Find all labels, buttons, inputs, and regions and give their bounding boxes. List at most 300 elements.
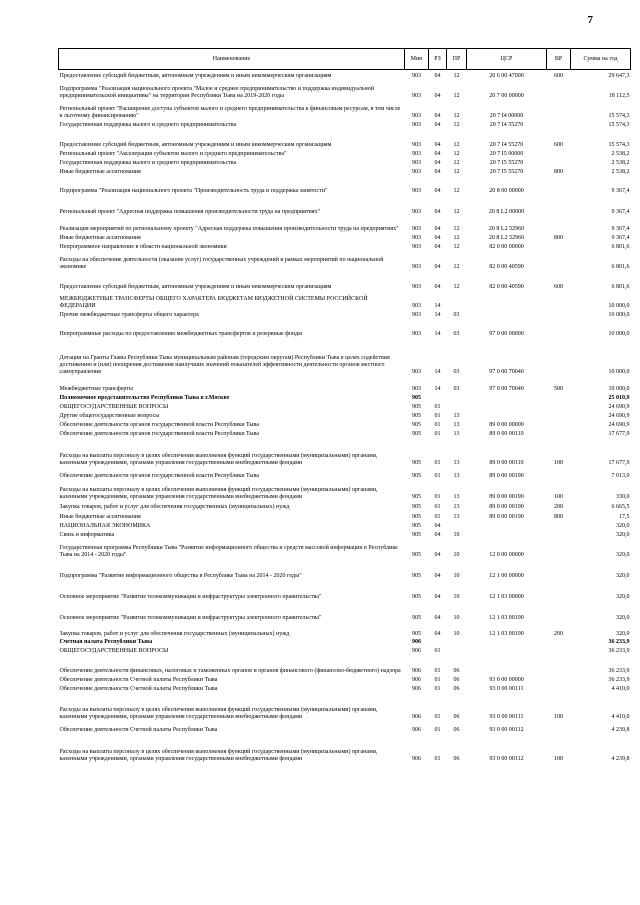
- cell-sum: 9 367,4: [611, 187, 630, 194]
- cell-min: 903: [412, 283, 421, 290]
- cell-csr: 20 7 I4 00000: [489, 112, 524, 119]
- cell-min: 905: [412, 459, 421, 466]
- cell-min: 903: [412, 168, 421, 175]
- cell-csr: 12 1 00 00000: [489, 572, 524, 579]
- cell-rz: 01: [434, 430, 441, 437]
- cell-rz: [429, 393, 447, 402]
- cell-min: 905: [412, 572, 421, 579]
- cell-min: 905: [412, 513, 421, 520]
- cell-rz: 04: [434, 92, 441, 99]
- cell-min: 903: [412, 112, 421, 119]
- cell-vr: [547, 319, 571, 338]
- cell-rz: 04: [434, 72, 441, 79]
- cell-rz: 04: [434, 263, 441, 270]
- cell-pr: [447, 521, 467, 530]
- cell-min: 903: [412, 92, 421, 99]
- cell-name: Прочие межбюджетные трансферты общего характера: [59, 311, 199, 318]
- table-row: [59, 291, 631, 310]
- cell-name: Связь и информатика: [59, 531, 115, 538]
- table-row: [59, 601, 631, 622]
- cell-csr: 89 0 00 00110: [489, 430, 524, 437]
- cell-vr: 200: [554, 630, 563, 637]
- cell-vr: [547, 467, 571, 480]
- cell-vr: [547, 176, 571, 195]
- cell-vr: [547, 721, 571, 734]
- cell-min: 903: [412, 208, 421, 215]
- cell-pr: 06: [453, 755, 460, 762]
- cell-rz: 04: [434, 159, 441, 166]
- cell-min: 906: [412, 713, 421, 720]
- cell-name: Основное мероприятие "Развитие телекоммуникации и инфраструктуры электронного правительства": [59, 593, 322, 600]
- cell-sum: 36 233,9: [608, 667, 630, 674]
- cell-sum: 2 538,2: [611, 168, 630, 175]
- cell-vr: [547, 100, 571, 120]
- cell-min: 903: [412, 234, 421, 241]
- cell-rz: 01: [434, 503, 441, 510]
- cell-rz: 04: [434, 168, 441, 175]
- cell-rz: 04: [434, 572, 441, 579]
- cell-csr: 12 0 00 00000: [489, 551, 524, 558]
- cell-rz: 01: [434, 685, 441, 692]
- cell-pr: 12: [453, 150, 460, 157]
- cell-min: 903: [412, 311, 421, 318]
- cell-rz: 14: [434, 302, 441, 309]
- table-row: [59, 271, 631, 291]
- table-row: [59, 539, 631, 559]
- cell-min: 906: [412, 726, 421, 733]
- cell-csr: 82 0 00 40590: [489, 283, 524, 290]
- cell-name: Реализация мероприятий по региональному проекту "Адресная поддержка повышения производительности труда на предприятиях": [59, 225, 399, 232]
- cell-name: Основное мероприятие "Развитие телекоммуникации и инфраструктуры электронного правительства": [59, 614, 322, 621]
- cell-csr: [467, 310, 547, 319]
- cell-name: Государственная поддержка малого и среднего предпринимательства: [59, 121, 237, 128]
- cell-rz: 01: [434, 647, 441, 654]
- table-row: [59, 684, 631, 693]
- cell-sum: 10 000,0: [608, 311, 630, 318]
- cell-name: Предоставление субсидий бюджетным, автономным учреждениям и иным некоммерческим организациям: [59, 283, 332, 290]
- cell-rz: [429, 638, 447, 646]
- cell-min: 903: [412, 121, 421, 128]
- table-header: [59, 49, 631, 70]
- cell-vr: [547, 195, 571, 216]
- cell-pr: [447, 402, 467, 411]
- table-row: [59, 242, 631, 251]
- cell-sum: 10 000,0: [608, 302, 630, 309]
- cell-csr: 12 1 03 00000: [489, 593, 524, 600]
- table-row: [59, 233, 631, 242]
- cell-vr: [547, 530, 571, 539]
- cell-vr: [547, 559, 571, 580]
- cell-name: ОБЩЕГОСУДАРСТВЕННЫЕ ВОПРОСЫ: [59, 403, 169, 410]
- cell-name: Обеспечение деятельности Счетной палаты Республики Тыва: [59, 676, 218, 683]
- cell-csr: 12 1 03 00190: [489, 630, 524, 637]
- cell-sum: 6 801,6: [611, 243, 630, 250]
- cell-name: Полномочное представительство Республики Тыва в г.Москве: [59, 394, 230, 401]
- table-row: [59, 638, 631, 646]
- cell-sum: 320,0: [616, 593, 630, 600]
- header-name: Наименование: [59, 49, 405, 70]
- cell-sum: 24 690,9: [608, 412, 630, 419]
- cell-name: Предоставление субсидий бюджетным, автономным учреждениям и иным некоммерческим организациям: [59, 141, 332, 148]
- table-row: [59, 559, 631, 580]
- cell-name: Предоставление субсидий бюджетным, автономным учреждениям и иным некоммерческим организациям: [59, 72, 332, 79]
- cell-name: Закупка товаров, работ и услуг для обеспечения государственных (муниципальных) нужд: [59, 503, 290, 510]
- cell-vr: [547, 120, 571, 129]
- cell-min: 903: [412, 225, 421, 232]
- cell-csr: 82 0 00 40590: [489, 263, 524, 270]
- cell-pr: [447, 393, 467, 402]
- cell-pr: 12: [453, 283, 460, 290]
- cell-pr: 12: [453, 208, 460, 215]
- cell-sum: 7 013,0: [611, 472, 630, 479]
- table-row: [59, 120, 631, 129]
- cell-pr: 12: [453, 121, 460, 128]
- cell-csr: 89 0 00 00190: [489, 513, 524, 520]
- table-row: [59, 480, 631, 501]
- cell-rz: 04: [434, 531, 441, 538]
- cell-name: Региональный проект "Акселерация субъектов малого и среднего предпринимательства": [59, 150, 287, 157]
- cell-vr: [547, 393, 571, 402]
- cell-min: 903: [412, 263, 421, 270]
- cell-min: 903: [412, 141, 421, 148]
- cell-pr: 06: [453, 713, 460, 720]
- cell-vr: [547, 242, 571, 251]
- cell-name: Непрограммные расходы по предоставлению межбюджетных трансфертов и резервные фонды: [59, 330, 303, 337]
- cell-csr: 89 0 00 00110: [489, 459, 524, 466]
- cell-name: Обеспечение деятельности органов государственной власти Республики Тыва: [59, 472, 259, 479]
- budget-table-sheet: [58, 48, 630, 763]
- cell-vr: [547, 521, 571, 530]
- cell-sum: 4 239,8: [611, 726, 630, 733]
- cell-pr: 12: [453, 225, 460, 232]
- cell-pr: 12: [453, 187, 460, 194]
- cell-vr: [547, 411, 571, 420]
- cell-csr: 89 0 00 00190: [489, 472, 524, 479]
- cell-csr: [467, 530, 547, 539]
- cell-rz: 04: [434, 141, 441, 148]
- cell-rz: 01: [434, 713, 441, 720]
- cell-pr: 12: [453, 243, 460, 250]
- cell-min: 903: [412, 159, 421, 166]
- cell-csr: 93 0 00 00000: [489, 676, 524, 683]
- cell-min: 906: [412, 676, 421, 683]
- cell-min: 905: [412, 503, 421, 510]
- cell-rz: 01: [434, 667, 441, 674]
- cell-name: Обеспечение деятельности финансовых, налоговых и таможенных органов и органов финансового (финансово-бюджетного) надзора: [59, 667, 401, 674]
- cell-pr: 12: [453, 168, 460, 175]
- cell-csr: 93 0 00 00112: [489, 755, 524, 762]
- cell-sum: 9 367,4: [611, 208, 630, 215]
- cell-csr: 20 8 L2 52960: [488, 225, 525, 232]
- cell-pr: 10: [453, 551, 460, 558]
- cell-vr: 600: [554, 283, 563, 290]
- cell-rz: 04: [434, 234, 441, 241]
- cell-min: 905: [412, 472, 421, 479]
- cell-vr: 800: [554, 168, 563, 175]
- cell-vr: [547, 638, 571, 646]
- table-row: [59, 376, 631, 393]
- cell-sum: 17,5: [619, 513, 630, 520]
- cell-vr: [547, 429, 571, 438]
- cell-csr: [467, 402, 547, 411]
- cell-name: Государственная поддержка малого и среднего предпринимательства: [59, 159, 237, 166]
- table-row: [59, 176, 631, 195]
- cell-pr: 03: [453, 385, 460, 392]
- cell-pr: 10: [453, 531, 460, 538]
- table-row: [59, 402, 631, 411]
- cell-rz: 04: [434, 551, 441, 558]
- table-row: [59, 310, 631, 319]
- cell-csr: 97 0 00 00000: [489, 330, 524, 337]
- cell-name: Обеспечение деятельности Счетной палаты Республики Тыва: [59, 726, 218, 733]
- cell-vr: 100: [554, 755, 563, 762]
- cell-rz: 04: [434, 522, 441, 529]
- cell-min: 905: [412, 614, 421, 621]
- cell-vr: [547, 338, 571, 376]
- cell-pr: 06: [453, 676, 460, 683]
- cell-sum: 15 574,3: [608, 141, 630, 148]
- cell-rz: 14: [434, 385, 441, 392]
- cell-sum: 10 000,0: [608, 368, 630, 375]
- table-row: [59, 580, 631, 601]
- cell-rz: 01: [434, 676, 441, 683]
- cell-sum: 6 801,6: [611, 263, 630, 270]
- cell-name: МЕЖБЮДЖЕТНЫЕ ТРАНСФЕРТЫ ОБЩЕГО ХАРАКТЕРА БЮДЖЕТАМ БЮДЖЕТНОЙ СИСТЕМЫ РОССИЙСКОЙ ФЕДЕРАЦИИ: [59, 295, 368, 309]
- cell-csr: 20 7 I4 55270: [489, 141, 524, 148]
- cell-min: 903: [412, 150, 421, 157]
- cell-pr: 06: [453, 685, 460, 692]
- cell-csr: 93 0 00 00111: [489, 713, 524, 720]
- cell-pr: [447, 638, 467, 646]
- cell-min: 905: [412, 551, 421, 558]
- table-row: [59, 655, 631, 675]
- cell-pr: 13: [453, 459, 460, 466]
- cell-name: Иные бюджетные ассигнования: [59, 168, 141, 175]
- cell-csr: 20 7 I5 55270: [489, 159, 524, 166]
- cell-pr: 12: [453, 263, 460, 270]
- cell-rz: 04: [434, 121, 441, 128]
- cell-min: 903: [412, 72, 421, 79]
- cell-csr: 89 0 00 00190: [489, 493, 524, 500]
- cell-min: 905: [412, 630, 421, 637]
- cell-sum: 10 000,0: [608, 330, 630, 337]
- table-row: [59, 251, 631, 271]
- cell-vr: [547, 402, 571, 411]
- cell-vr: [547, 601, 571, 622]
- cell-csr: [467, 411, 547, 420]
- cell-pr: 13: [453, 472, 460, 479]
- cell-min: 906: [412, 638, 421, 645]
- cell-csr: 20 7 I4 55270: [489, 121, 524, 128]
- cell-vr: [547, 216, 571, 233]
- table-row: [59, 100, 631, 120]
- cell-csr: 97 0 00 70040: [489, 385, 524, 392]
- cell-rz: 01: [434, 459, 441, 466]
- cell-rz: 01: [434, 513, 441, 520]
- table-row: [59, 429, 631, 438]
- header-sum: Сумма на год: [571, 49, 631, 70]
- cell-rz: 04: [434, 112, 441, 119]
- table-row: [59, 693, 631, 721]
- cell-vr: [547, 675, 571, 684]
- cell-sum: 36 233,9: [608, 676, 630, 683]
- cell-min: 905: [412, 412, 421, 419]
- cell-pr: 13: [453, 412, 460, 419]
- cell-vr: [547, 158, 571, 167]
- cell-pr: 10: [453, 593, 460, 600]
- cell-csr: 20 6 00 47000: [489, 72, 524, 79]
- cell-vr: [547, 310, 571, 319]
- cell-csr: 20 8 L2 00000: [488, 208, 525, 215]
- cell-vr: [547, 655, 571, 675]
- table-row: [59, 467, 631, 480]
- cell-pr: 13: [453, 421, 460, 428]
- cell-sum: 17 677,9: [608, 430, 630, 437]
- cell-name: Другие общегосударственные вопросы: [59, 412, 160, 419]
- cell-pr: 10: [453, 572, 460, 579]
- cell-pr: [447, 646, 467, 655]
- cell-rz: 01: [434, 726, 441, 733]
- cell-min: 903: [412, 368, 421, 375]
- cell-csr: 82 0 00 00000: [489, 243, 524, 250]
- cell-csr: 93 0 00 00112: [489, 726, 524, 733]
- cell-sum: 2 538,2: [611, 150, 630, 157]
- cell-csr: 20 7 I5 55270: [489, 168, 524, 175]
- cell-sum: 320,0: [616, 572, 630, 579]
- cell-sum: 17 677,9: [608, 459, 630, 466]
- cell-min: 906: [412, 647, 421, 654]
- cell-sum: 15 574,3: [608, 112, 630, 119]
- cell-sum: 320,0: [616, 531, 630, 538]
- cell-name: Обеспечение деятельности органов государственной власти Республики Тыва: [59, 430, 259, 437]
- cell-vr: [547, 646, 571, 655]
- cell-rz: 04: [434, 593, 441, 600]
- cell-pr: 13: [453, 493, 460, 500]
- cell-rz: 04: [434, 630, 441, 637]
- table-row: [59, 420, 631, 429]
- cell-name: Подпрограмма "Реализация национального проекта "Производительность труда и поддержка занятости": [59, 187, 328, 194]
- cell-min: 906: [412, 667, 421, 674]
- table-row: [59, 675, 631, 684]
- cell-sum: 25 010,9: [608, 394, 630, 401]
- cell-rz: 01: [434, 472, 441, 479]
- cell-rz: 01: [434, 403, 441, 410]
- cell-vr: [547, 684, 571, 693]
- cell-min: 905: [412, 403, 421, 410]
- cell-csr: [467, 655, 547, 675]
- cell-csr: 12 1 03 00190: [489, 614, 524, 621]
- header-csr: ЦСР: [467, 49, 547, 70]
- cell-min: 905: [412, 593, 421, 600]
- cell-name: Закупка товаров, работ и услуг для обеспечения государственных (муниципальных) нужд: [59, 630, 290, 637]
- table-row: [59, 501, 631, 511]
- table-row: [59, 521, 631, 530]
- cell-rz: 04: [434, 187, 441, 194]
- cell-sum: 4 239,8: [611, 755, 630, 762]
- cell-min: 905: [412, 493, 421, 500]
- cell-name: Расходы на выплаты персоналу в целях обеспечения выполнения функций государственными (муниципальными) органами, казенными учреждениями, органами управления государственными внебюджетными фондами: [59, 748, 378, 762]
- table-row: [59, 721, 631, 734]
- cell-sum: 320,0: [616, 630, 630, 637]
- cell-vr: [547, 80, 571, 100]
- cell-vr: 800: [554, 513, 563, 520]
- cell-rz: 04: [434, 614, 441, 621]
- cell-pr: 12: [453, 92, 460, 99]
- cell-pr: 12: [453, 159, 460, 166]
- cell-sum: 320,0: [616, 551, 630, 558]
- cell-pr: 12: [453, 234, 460, 241]
- cell-name: Подпрограмма "Развитие информационного общества в Республике Тыва на 2014 - 2020 годы": [59, 572, 302, 579]
- cell-vr: [547, 420, 571, 429]
- cell-csr: [467, 646, 547, 655]
- cell-rz: 04: [434, 208, 441, 215]
- budget-table: [58, 48, 631, 763]
- cell-vr: [547, 149, 571, 158]
- cell-name: Иные бюджетные ассигнования: [59, 234, 141, 241]
- cell-sum: 36 233,9: [608, 647, 630, 654]
- cell-pr: 13: [453, 430, 460, 437]
- cell-csr: 20 7 I5 00000: [489, 150, 524, 157]
- cell-rz: 01: [434, 493, 441, 500]
- table-row: [59, 70, 631, 80]
- cell-sum: 24 690,9: [608, 421, 630, 428]
- table-row: [59, 411, 631, 420]
- cell-csr: 20 7 00 00000: [489, 92, 524, 99]
- cell-vr: [547, 539, 571, 559]
- cell-sum: 320,0: [616, 614, 630, 621]
- cell-csr: 20 8 00 00000: [489, 187, 524, 194]
- cell-sum: 6 665,5: [611, 503, 630, 510]
- cell-sum: 10 000,0: [608, 385, 630, 392]
- cell-sum: 6 801,6: [611, 283, 630, 290]
- cell-sum: 2 538,2: [611, 159, 630, 166]
- cell-rz: 01: [434, 412, 441, 419]
- table-row: [59, 149, 631, 158]
- cell-rz: 04: [434, 225, 441, 232]
- cell-min: 905: [412, 430, 421, 437]
- cell-csr: [467, 393, 547, 402]
- cell-name: Межбюджетные трансферты: [59, 385, 133, 392]
- cell-sum: 24 690,9: [608, 403, 630, 410]
- table-row: [59, 158, 631, 167]
- cell-pr: 03: [453, 368, 460, 375]
- cell-name: Подпрограмма "Реализация национального проекта "Малое и среднее предпринимательство и поддержка индивидуальной предпринимательской инициативы" на территории Республики Тыва на 2019-2020 годы: [59, 85, 375, 99]
- cell-min: 905: [412, 394, 421, 401]
- cell-vr: 100: [554, 459, 563, 466]
- cell-csr: 89 0 00 00000: [489, 421, 524, 428]
- table-row: [59, 319, 631, 338]
- cell-sum: 15 574,3: [608, 121, 630, 128]
- cell-min: 903: [412, 302, 421, 309]
- cell-pr: [447, 291, 467, 310]
- cell-name: Обеспечение деятельности органов государственной власти Республики Тыва: [59, 421, 259, 428]
- cell-name: Региональный проект "Расширение доступа субъектов малого и среднего предпринимательства к финансовым ресурсам, в том числе к льготному финансированию": [59, 105, 401, 119]
- cell-name: Обеспечение деятельности Счетной палаты Республики Тыва: [59, 685, 218, 692]
- cell-rz: 01: [434, 421, 441, 428]
- cell-min: 903: [412, 385, 421, 392]
- cell-vr: 600: [554, 72, 563, 79]
- cell-csr: 97 0 00 70040: [489, 368, 524, 375]
- cell-sum: 4 410,0: [611, 713, 630, 720]
- cell-pr: 10: [453, 614, 460, 621]
- cell-pr: 03: [453, 330, 460, 337]
- cell-vr: 200: [554, 503, 563, 510]
- cell-rz: 14: [434, 330, 441, 337]
- cell-vr: [547, 251, 571, 271]
- cell-sum: 9 367,4: [611, 234, 630, 241]
- cell-name: Непрограммное направление в области национальной экономики: [59, 243, 227, 250]
- cell-vr: [547, 580, 571, 601]
